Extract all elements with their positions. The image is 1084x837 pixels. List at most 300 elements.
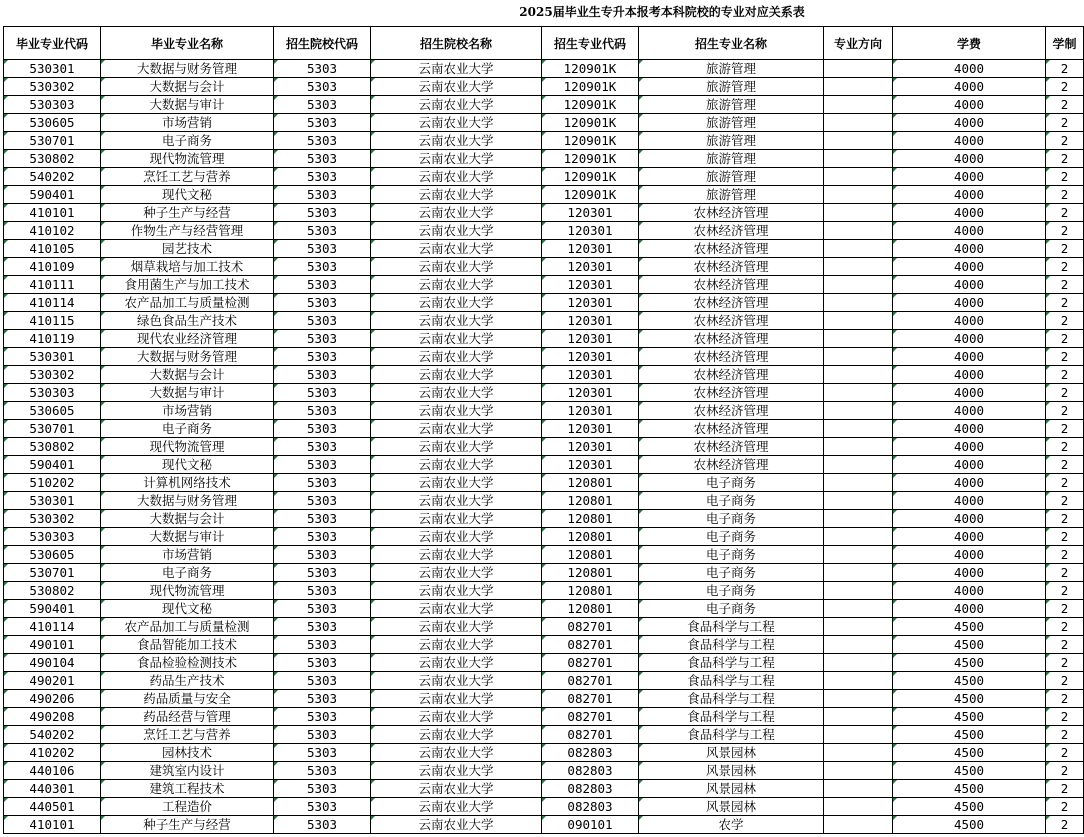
cell-duration[interactable]: 2 — [1046, 276, 1084, 294]
cell-school-code[interactable]: 5303 — [274, 672, 371, 690]
cell-duration[interactable]: 2 — [1046, 744, 1084, 762]
cell-enroll-major-name[interactable]: 电子商务 — [639, 528, 824, 546]
cell-tuition[interactable]: 4000 — [893, 366, 1046, 384]
cell-grad-major-code[interactable]: 590401 — [4, 456, 101, 474]
cell-school-code[interactable]: 5303 — [274, 294, 371, 312]
cell-duration[interactable]: 2 — [1046, 708, 1084, 726]
cell-duration[interactable]: 2 — [1046, 258, 1084, 276]
cell-school-code[interactable]: 5303 — [274, 708, 371, 726]
cell-enroll-major-name[interactable]: 农林经济管理 — [639, 258, 824, 276]
cell-enroll-major-code[interactable]: 120801 — [542, 510, 639, 528]
header-school-name[interactable]: 招生院校名称 — [371, 27, 542, 60]
cell-school-code[interactable]: 5303 — [274, 276, 371, 294]
cell-grad-major-code[interactable]: 540202 — [4, 168, 101, 186]
cell-enroll-major-name[interactable]: 农林经济管理 — [639, 348, 824, 366]
cell-duration[interactable]: 2 — [1046, 600, 1084, 618]
cell-school-name[interactable]: 云南农业大学 — [371, 312, 542, 330]
cell-enroll-major-name[interactable]: 农林经济管理 — [639, 222, 824, 240]
cell-major-direction[interactable] — [824, 456, 893, 474]
cell-enroll-major-name[interactable]: 旅游管理 — [639, 150, 824, 168]
cell-enroll-major-name[interactable]: 食品科学与工程 — [639, 636, 824, 654]
cell-grad-major-name[interactable]: 大数据与审计 — [101, 96, 274, 114]
cell-enroll-major-code[interactable]: 120301 — [542, 348, 639, 366]
cell-enroll-major-code[interactable]: 120901K — [542, 150, 639, 168]
cell-duration[interactable]: 2 — [1046, 114, 1084, 132]
cell-tuition[interactable]: 4000 — [893, 132, 1046, 150]
cell-duration[interactable]: 2 — [1046, 582, 1084, 600]
header-enroll-major-code[interactable]: 招生专业代码 — [542, 27, 639, 60]
cell-duration[interactable]: 2 — [1046, 474, 1084, 492]
cell-enroll-major-code[interactable]: 120801 — [542, 528, 639, 546]
cell-tuition[interactable]: 4000 — [893, 420, 1046, 438]
cell-enroll-major-code[interactable]: 120301 — [542, 420, 639, 438]
cell-duration[interactable]: 2 — [1046, 312, 1084, 330]
cell-school-code[interactable]: 5303 — [274, 492, 371, 510]
cell-school-code[interactable]: 5303 — [274, 816, 371, 834]
cell-grad-major-code[interactable]: 410101 — [4, 816, 101, 834]
cell-enroll-major-code[interactable]: 082701 — [542, 726, 639, 744]
cell-major-direction[interactable] — [824, 600, 893, 618]
cell-enroll-major-name[interactable]: 旅游管理 — [639, 96, 824, 114]
cell-enroll-major-name[interactable]: 旅游管理 — [639, 60, 824, 78]
cell-duration[interactable]: 2 — [1046, 204, 1084, 222]
cell-major-direction[interactable] — [824, 726, 893, 744]
cell-grad-major-name[interactable]: 种子生产与经营 — [101, 816, 274, 834]
header-school-code[interactable]: 招生院校代码 — [274, 27, 371, 60]
cell-enroll-major-name[interactable]: 农林经济管理 — [639, 420, 824, 438]
cell-enroll-major-name[interactable]: 农林经济管理 — [639, 276, 824, 294]
cell-duration[interactable]: 2 — [1046, 636, 1084, 654]
cell-grad-major-name[interactable]: 工程造价 — [101, 798, 274, 816]
cell-tuition[interactable]: 4000 — [893, 402, 1046, 420]
cell-tuition[interactable]: 4000 — [893, 258, 1046, 276]
cell-major-direction[interactable] — [824, 528, 893, 546]
header-enroll-major-name[interactable]: 招生专业名称 — [639, 27, 824, 60]
cell-school-name[interactable]: 云南农业大学 — [371, 816, 542, 834]
cell-tuition[interactable]: 4000 — [893, 96, 1046, 114]
cell-school-code[interactable]: 5303 — [274, 330, 371, 348]
cell-enroll-major-name[interactable]: 旅游管理 — [639, 132, 824, 150]
cell-enroll-major-name[interactable]: 食品科学与工程 — [639, 672, 824, 690]
cell-grad-major-name[interactable]: 现代物流管理 — [101, 150, 274, 168]
cell-school-name[interactable]: 云南农业大学 — [371, 294, 542, 312]
cell-enroll-major-name[interactable]: 食品科学与工程 — [639, 726, 824, 744]
cell-duration[interactable]: 2 — [1046, 816, 1084, 834]
cell-tuition[interactable]: 4000 — [893, 114, 1046, 132]
cell-enroll-major-name[interactable]: 农林经济管理 — [639, 204, 824, 222]
cell-grad-major-name[interactable]: 园艺技术 — [101, 240, 274, 258]
cell-school-code[interactable]: 5303 — [274, 150, 371, 168]
cell-enroll-major-code[interactable]: 120901K — [542, 78, 639, 96]
cell-school-name[interactable]: 云南农业大学 — [371, 690, 542, 708]
cell-grad-major-code[interactable]: 530605 — [4, 114, 101, 132]
cell-tuition[interactable]: 4000 — [893, 312, 1046, 330]
cell-duration[interactable]: 2 — [1046, 60, 1084, 78]
cell-grad-major-code[interactable]: 490206 — [4, 690, 101, 708]
cell-tuition[interactable]: 4500 — [893, 726, 1046, 744]
cell-enroll-major-code[interactable]: 120801 — [542, 546, 639, 564]
header-major-direction[interactable]: 专业方向 — [824, 27, 893, 60]
cell-tuition[interactable]: 4500 — [893, 618, 1046, 636]
cell-school-name[interactable]: 云南农业大学 — [371, 456, 542, 474]
cell-enroll-major-code[interactable]: 120901K — [542, 168, 639, 186]
cell-major-direction[interactable] — [824, 546, 893, 564]
cell-tuition[interactable]: 4000 — [893, 204, 1046, 222]
cell-enroll-major-code[interactable]: 120801 — [542, 582, 639, 600]
cell-school-name[interactable]: 云南农业大学 — [371, 672, 542, 690]
cell-grad-major-name[interactable]: 药品生产技术 — [101, 672, 274, 690]
cell-grad-major-name[interactable]: 烹饪工艺与营养 — [101, 726, 274, 744]
cell-grad-major-name[interactable]: 园林技术 — [101, 744, 274, 762]
cell-duration[interactable]: 2 — [1046, 222, 1084, 240]
cell-enroll-major-name[interactable]: 旅游管理 — [639, 114, 824, 132]
cell-major-direction[interactable] — [824, 186, 893, 204]
cell-grad-major-code[interactable]: 410202 — [4, 744, 101, 762]
cell-major-direction[interactable] — [824, 78, 893, 96]
cell-enroll-major-code[interactable]: 120301 — [542, 258, 639, 276]
cell-school-name[interactable]: 云南农业大学 — [371, 78, 542, 96]
cell-major-direction[interactable] — [824, 762, 893, 780]
cell-school-name[interactable]: 云南农业大学 — [371, 654, 542, 672]
cell-grad-major-code[interactable]: 440501 — [4, 798, 101, 816]
cell-school-code[interactable]: 5303 — [274, 204, 371, 222]
cell-tuition[interactable]: 4500 — [893, 798, 1046, 816]
cell-school-name[interactable]: 云南农业大学 — [371, 564, 542, 582]
cell-grad-major-name[interactable]: 作物生产与经营管理 — [101, 222, 274, 240]
cell-grad-major-name[interactable]: 现代文秘 — [101, 600, 274, 618]
cell-school-name[interactable]: 云南农业大学 — [371, 618, 542, 636]
cell-major-direction[interactable] — [824, 384, 893, 402]
cell-enroll-major-name[interactable]: 电子商务 — [639, 600, 824, 618]
cell-grad-major-code[interactable]: 590401 — [4, 186, 101, 204]
cell-school-name[interactable]: 云南农业大学 — [371, 510, 542, 528]
cell-school-name[interactable]: 云南农业大学 — [371, 366, 542, 384]
cell-grad-major-code[interactable]: 530605 — [4, 546, 101, 564]
cell-major-direction[interactable] — [824, 258, 893, 276]
cell-grad-major-code[interactable]: 410102 — [4, 222, 101, 240]
cell-school-name[interactable]: 云南农业大学 — [371, 708, 542, 726]
cell-school-name[interactable]: 云南农业大学 — [371, 528, 542, 546]
cell-duration[interactable]: 2 — [1046, 618, 1084, 636]
cell-school-name[interactable]: 云南农业大学 — [371, 546, 542, 564]
cell-enroll-major-code[interactable]: 120301 — [542, 402, 639, 420]
cell-grad-major-code[interactable]: 410115 — [4, 312, 101, 330]
cell-enroll-major-name[interactable]: 农林经济管理 — [639, 294, 824, 312]
cell-school-code[interactable]: 5303 — [274, 60, 371, 78]
cell-grad-major-code[interactable]: 530802 — [4, 150, 101, 168]
cell-major-direction[interactable] — [824, 798, 893, 816]
cell-school-name[interactable]: 云南农业大学 — [371, 114, 542, 132]
cell-enroll-major-code[interactable]: 120301 — [542, 456, 639, 474]
cell-major-direction[interactable] — [824, 366, 893, 384]
cell-enroll-major-code[interactable]: 082701 — [542, 654, 639, 672]
cell-duration[interactable]: 2 — [1046, 78, 1084, 96]
cell-school-code[interactable]: 5303 — [274, 600, 371, 618]
cell-school-name[interactable]: 云南农业大学 — [371, 276, 542, 294]
cell-duration[interactable]: 2 — [1046, 96, 1084, 114]
cell-enroll-major-code[interactable]: 082803 — [542, 762, 639, 780]
cell-enroll-major-name[interactable]: 农林经济管理 — [639, 366, 824, 384]
cell-enroll-major-code[interactable]: 082803 — [542, 798, 639, 816]
cell-school-name[interactable]: 云南农业大学 — [371, 438, 542, 456]
cell-tuition[interactable]: 4000 — [893, 528, 1046, 546]
cell-major-direction[interactable] — [824, 348, 893, 366]
cell-enroll-major-name[interactable]: 旅游管理 — [639, 78, 824, 96]
cell-major-direction[interactable] — [824, 222, 893, 240]
cell-grad-major-name[interactable]: 大数据与审计 — [101, 528, 274, 546]
cell-duration[interactable]: 2 — [1046, 780, 1084, 798]
cell-duration[interactable]: 2 — [1046, 510, 1084, 528]
cell-enroll-major-name[interactable]: 风景园林 — [639, 780, 824, 798]
cell-major-direction[interactable] — [824, 618, 893, 636]
cell-enroll-major-name[interactable]: 电子商务 — [639, 510, 824, 528]
cell-school-code[interactable]: 5303 — [274, 510, 371, 528]
cell-enroll-major-code[interactable]: 120901K — [542, 114, 639, 132]
cell-tuition[interactable]: 4000 — [893, 186, 1046, 204]
cell-grad-major-name[interactable]: 电子商务 — [101, 420, 274, 438]
cell-tuition[interactable]: 4000 — [893, 348, 1046, 366]
cell-grad-major-code[interactable]: 490101 — [4, 636, 101, 654]
cell-school-name[interactable]: 云南农业大学 — [371, 330, 542, 348]
cell-grad-major-name[interactable]: 大数据与会计 — [101, 78, 274, 96]
cell-grad-major-code[interactable]: 440106 — [4, 762, 101, 780]
cell-grad-major-name[interactable]: 市场营销 — [101, 402, 274, 420]
cell-grad-major-code[interactable]: 410111 — [4, 276, 101, 294]
cell-tuition[interactable]: 4000 — [893, 474, 1046, 492]
cell-major-direction[interactable] — [824, 150, 893, 168]
cell-grad-major-name[interactable]: 市场营销 — [101, 114, 274, 132]
cell-grad-major-name[interactable]: 农产品加工与质量检测 — [101, 618, 274, 636]
cell-grad-major-code[interactable]: 530802 — [4, 438, 101, 456]
cell-tuition[interactable]: 4500 — [893, 636, 1046, 654]
cell-major-direction[interactable] — [824, 582, 893, 600]
cell-major-direction[interactable] — [824, 60, 893, 78]
cell-major-direction[interactable] — [824, 312, 893, 330]
cell-enroll-major-name[interactable]: 旅游管理 — [639, 186, 824, 204]
cell-school-code[interactable]: 5303 — [274, 618, 371, 636]
cell-duration[interactable]: 2 — [1046, 438, 1084, 456]
cell-grad-major-code[interactable]: 530802 — [4, 582, 101, 600]
header-grad-major-name[interactable]: 毕业专业名称 — [101, 27, 274, 60]
cell-school-code[interactable]: 5303 — [274, 636, 371, 654]
cell-grad-major-code[interactable]: 540202 — [4, 726, 101, 744]
cell-enroll-major-code[interactable]: 120301 — [542, 366, 639, 384]
cell-grad-major-code[interactable]: 530605 — [4, 402, 101, 420]
cell-tuition[interactable]: 4500 — [893, 816, 1046, 834]
cell-major-direction[interactable] — [824, 474, 893, 492]
cell-grad-major-name[interactable]: 食品检验检测技术 — [101, 654, 274, 672]
cell-major-direction[interactable] — [824, 636, 893, 654]
cell-grad-major-name[interactable]: 烟草栽培与加工技术 — [101, 258, 274, 276]
cell-grad-major-code[interactable]: 510202 — [4, 474, 101, 492]
cell-enroll-major-name[interactable]: 食品科学与工程 — [639, 708, 824, 726]
cell-school-code[interactable]: 5303 — [274, 546, 371, 564]
cell-tuition[interactable]: 4500 — [893, 708, 1046, 726]
cell-tuition[interactable]: 4000 — [893, 222, 1046, 240]
cell-grad-major-code[interactable]: 530701 — [4, 420, 101, 438]
cell-enroll-major-code[interactable]: 120901K — [542, 186, 639, 204]
cell-school-name[interactable]: 云南农业大学 — [371, 348, 542, 366]
cell-tuition[interactable]: 4000 — [893, 330, 1046, 348]
cell-enroll-major-code[interactable]: 120301 — [542, 204, 639, 222]
cell-enroll-major-code[interactable]: 120801 — [542, 474, 639, 492]
cell-duration[interactable]: 2 — [1046, 528, 1084, 546]
cell-major-direction[interactable] — [824, 420, 893, 438]
cell-grad-major-code[interactable]: 530301 — [4, 492, 101, 510]
cell-grad-major-name[interactable]: 计算机网络技术 — [101, 474, 274, 492]
cell-grad-major-name[interactable]: 大数据与财务管理 — [101, 492, 274, 510]
cell-grad-major-name[interactable]: 市场营销 — [101, 546, 274, 564]
cell-grad-major-code[interactable]: 530701 — [4, 132, 101, 150]
cell-enroll-major-code[interactable]: 120801 — [542, 564, 639, 582]
cell-duration[interactable]: 2 — [1046, 456, 1084, 474]
cell-tuition[interactable]: 4000 — [893, 150, 1046, 168]
cell-school-code[interactable]: 5303 — [274, 132, 371, 150]
cell-duration[interactable]: 2 — [1046, 492, 1084, 510]
cell-school-name[interactable]: 云南农业大学 — [371, 402, 542, 420]
cell-enroll-major-code[interactable]: 120301 — [542, 438, 639, 456]
cell-enroll-major-name[interactable]: 农林经济管理 — [639, 240, 824, 258]
cell-school-code[interactable]: 5303 — [274, 312, 371, 330]
cell-duration[interactable]: 2 — [1046, 168, 1084, 186]
cell-grad-major-name[interactable]: 电子商务 — [101, 132, 274, 150]
cell-grad-major-code[interactable]: 410109 — [4, 258, 101, 276]
cell-enroll-major-code[interactable]: 120901K — [542, 132, 639, 150]
cell-enroll-major-name[interactable]: 电子商务 — [639, 582, 824, 600]
cell-enroll-major-code[interactable]: 082701 — [542, 672, 639, 690]
cell-grad-major-code[interactable]: 530303 — [4, 384, 101, 402]
cell-grad-major-name[interactable]: 绿色食品生产技术 — [101, 312, 274, 330]
cell-tuition[interactable]: 4000 — [893, 564, 1046, 582]
cell-duration[interactable]: 2 — [1046, 726, 1084, 744]
cell-grad-major-name[interactable]: 药品经营与管理 — [101, 708, 274, 726]
cell-grad-major-name[interactable]: 现代农业经济管理 — [101, 330, 274, 348]
cell-duration[interactable]: 2 — [1046, 150, 1084, 168]
cell-grad-major-code[interactable]: 530301 — [4, 60, 101, 78]
cell-duration[interactable]: 2 — [1046, 672, 1084, 690]
cell-school-name[interactable]: 云南农业大学 — [371, 150, 542, 168]
cell-enroll-major-code[interactable]: 120901K — [542, 60, 639, 78]
cell-major-direction[interactable] — [824, 510, 893, 528]
cell-school-code[interactable]: 5303 — [274, 384, 371, 402]
cell-grad-major-name[interactable]: 大数据与会计 — [101, 366, 274, 384]
cell-enroll-major-name[interactable]: 农林经济管理 — [639, 384, 824, 402]
cell-enroll-major-name[interactable]: 风景园林 — [639, 744, 824, 762]
cell-school-code[interactable]: 5303 — [274, 78, 371, 96]
cell-major-direction[interactable] — [824, 204, 893, 222]
cell-school-code[interactable]: 5303 — [274, 420, 371, 438]
cell-grad-major-name[interactable]: 农产品加工与质量检测 — [101, 294, 274, 312]
cell-duration[interactable]: 2 — [1046, 402, 1084, 420]
cell-major-direction[interactable] — [824, 690, 893, 708]
cell-enroll-major-code[interactable]: 120901K — [542, 96, 639, 114]
cell-tuition[interactable]: 4000 — [893, 582, 1046, 600]
cell-school-name[interactable]: 云南农业大学 — [371, 240, 542, 258]
cell-major-direction[interactable] — [824, 564, 893, 582]
cell-enroll-major-name[interactable]: 旅游管理 — [639, 168, 824, 186]
cell-school-code[interactable]: 5303 — [274, 762, 371, 780]
cell-duration[interactable]: 2 — [1046, 384, 1084, 402]
cell-school-name[interactable]: 云南农业大学 — [371, 384, 542, 402]
cell-enroll-major-name[interactable]: 农林经济管理 — [639, 312, 824, 330]
cell-school-name[interactable]: 云南农业大学 — [371, 186, 542, 204]
cell-major-direction[interactable] — [824, 708, 893, 726]
cell-major-direction[interactable] — [824, 672, 893, 690]
cell-tuition[interactable]: 4000 — [893, 600, 1046, 618]
cell-school-code[interactable]: 5303 — [274, 258, 371, 276]
cell-duration[interactable]: 2 — [1046, 240, 1084, 258]
cell-tuition[interactable]: 4500 — [893, 744, 1046, 762]
cell-grad-major-code[interactable]: 530303 — [4, 528, 101, 546]
cell-school-code[interactable]: 5303 — [274, 438, 371, 456]
cell-major-direction[interactable] — [824, 654, 893, 672]
cell-enroll-major-name[interactable]: 农林经济管理 — [639, 456, 824, 474]
cell-enroll-major-code[interactable]: 090101 — [542, 816, 639, 834]
cell-grad-major-code[interactable]: 530302 — [4, 510, 101, 528]
cell-enroll-major-code[interactable]: 082701 — [542, 636, 639, 654]
cell-enroll-major-code[interactable]: 082701 — [542, 690, 639, 708]
cell-tuition[interactable]: 4500 — [893, 780, 1046, 798]
cell-enroll-major-name[interactable]: 食品科学与工程 — [639, 618, 824, 636]
cell-grad-major-name[interactable]: 烹饪工艺与营养 — [101, 168, 274, 186]
cell-enroll-major-name[interactable]: 电子商务 — [639, 564, 824, 582]
cell-tuition[interactable]: 4500 — [893, 672, 1046, 690]
cell-tuition[interactable]: 4000 — [893, 492, 1046, 510]
cell-school-code[interactable]: 5303 — [274, 474, 371, 492]
cell-enroll-major-code[interactable]: 120301 — [542, 384, 639, 402]
cell-grad-major-code[interactable]: 530302 — [4, 366, 101, 384]
cell-grad-major-name[interactable]: 种子生产与经营 — [101, 204, 274, 222]
cell-grad-major-code[interactable]: 530701 — [4, 564, 101, 582]
cell-grad-major-name[interactable]: 现代文秘 — [101, 186, 274, 204]
cell-school-name[interactable]: 云南农业大学 — [371, 582, 542, 600]
cell-school-name[interactable]: 云南农业大学 — [371, 258, 542, 276]
cell-enroll-major-code[interactable]: 120301 — [542, 222, 639, 240]
cell-school-code[interactable]: 5303 — [274, 366, 371, 384]
cell-tuition[interactable]: 4000 — [893, 546, 1046, 564]
cell-tuition[interactable]: 4000 — [893, 168, 1046, 186]
cell-major-direction[interactable] — [824, 816, 893, 834]
cell-school-code[interactable]: 5303 — [274, 726, 371, 744]
cell-enroll-major-code[interactable]: 120301 — [542, 330, 639, 348]
cell-school-name[interactable]: 云南农业大学 — [371, 600, 542, 618]
cell-school-name[interactable]: 云南农业大学 — [371, 132, 542, 150]
cell-grad-major-code[interactable]: 410119 — [4, 330, 101, 348]
cell-grad-major-code[interactable]: 410105 — [4, 240, 101, 258]
cell-tuition[interactable]: 4000 — [893, 384, 1046, 402]
cell-grad-major-code[interactable]: 530302 — [4, 78, 101, 96]
cell-enroll-major-name[interactable]: 电子商务 — [639, 546, 824, 564]
cell-major-direction[interactable] — [824, 96, 893, 114]
cell-duration[interactable]: 2 — [1046, 186, 1084, 204]
cell-duration[interactable]: 2 — [1046, 348, 1084, 366]
cell-tuition[interactable]: 4000 — [893, 294, 1046, 312]
cell-school-name[interactable]: 云南农业大学 — [371, 60, 542, 78]
cell-school-name[interactable]: 云南农业大学 — [371, 96, 542, 114]
cell-grad-major-code[interactable]: 490201 — [4, 672, 101, 690]
cell-major-direction[interactable] — [824, 132, 893, 150]
cell-enroll-major-name[interactable]: 农林经济管理 — [639, 330, 824, 348]
cell-major-direction[interactable] — [824, 402, 893, 420]
cell-grad-major-code[interactable]: 440301 — [4, 780, 101, 798]
cell-school-name[interactable]: 云南农业大学 — [371, 798, 542, 816]
cell-major-direction[interactable] — [824, 240, 893, 258]
cell-enroll-major-code[interactable]: 120301 — [542, 240, 639, 258]
header-duration[interactable]: 学制 — [1046, 27, 1084, 60]
cell-school-code[interactable]: 5303 — [274, 564, 371, 582]
cell-enroll-major-code[interactable]: 120801 — [542, 492, 639, 510]
cell-school-name[interactable]: 云南农业大学 — [371, 204, 542, 222]
